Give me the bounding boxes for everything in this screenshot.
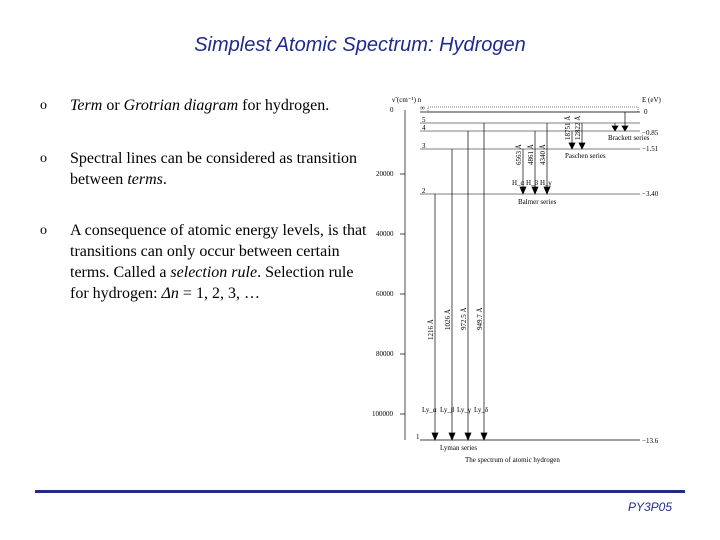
lyman-line-label: Ly_β (440, 406, 455, 414)
lyman-wavelength-label: 1216 Å (427, 319, 435, 340)
footer-code: PY3P05 (627, 500, 672, 514)
paschen-series-label: Paschen series (565, 152, 606, 160)
bullet-text-part: = 1, 2, 3, … (178, 285, 260, 302)
footer-divider (35, 490, 685, 493)
lyman-line-label: Ly_δ (474, 406, 489, 414)
level-energy-label: −0.85 (642, 129, 659, 137)
bullet-text (70, 95, 370, 116)
balmer-series-label: Balmer series (518, 198, 557, 206)
balmer-arrowhead (532, 187, 538, 194)
grotrian-diagram (360, 90, 680, 470)
diagram-caption: The spectrum of atomic hydrogen (465, 456, 560, 464)
lyman-transitions (432, 123, 487, 440)
level-n-label: ∞ (420, 104, 425, 112)
paschen-arrowhead (569, 143, 575, 149)
brackett-series-label: Brackett series (608, 134, 650, 142)
bullet-text-part: Spectral lines can be considered as transition between (70, 150, 358, 188)
bullet-text (70, 220, 370, 304)
bullet-text-part: Term (70, 97, 103, 114)
balmer-arrowhead (520, 187, 526, 194)
lyman-wavelength-label: 1026 Å (444, 309, 452, 330)
energy-axis-label: E (eV) (642, 96, 661, 104)
axis-tick-label: 20000 (376, 170, 394, 178)
lyman-arrowhead (449, 433, 455, 440)
bullet-marker: o (40, 98, 47, 113)
lyman-arrowhead (465, 433, 471, 440)
lyman-arrowhead (432, 433, 438, 440)
bullet-text (70, 148, 370, 190)
wavenumber-axis-label: ν̃ (cm⁻¹) n (392, 96, 422, 104)
lyman-line-label: Ly_γ (457, 406, 471, 414)
balmer-wavelength-label: 6563 Å (515, 144, 523, 165)
level-n-label: 4 (422, 124, 426, 132)
level-n-label: 2 (422, 187, 426, 195)
axis-tick-label: 40000 (376, 230, 394, 238)
balmer-line-label: H_γ (540, 179, 552, 187)
balmer-line-label: H_α (512, 179, 525, 187)
bullet-text-part: or (102, 97, 124, 114)
paschen-arrowhead (579, 143, 585, 149)
bullet-marker: o (40, 151, 47, 166)
bullet-text-part: A consequence of atomic energy levels, is that transitions can only occur between certain terms. Called a (70, 222, 367, 281)
level-energy-label: −3.40 (642, 190, 659, 198)
level-n-label: 3 (422, 142, 426, 150)
lyman-wavelength-label: 949.7 Å (476, 307, 484, 330)
axis-tick-label: 60000 (376, 290, 394, 298)
bullet-text-part: terms (127, 171, 163, 188)
lyman-line-label: Ly_α (422, 406, 437, 414)
lyman-series-label: Lyman series (440, 444, 478, 452)
continuum-hatch (428, 107, 638, 112)
bullet-text-part: . (162, 171, 167, 188)
level-n-label: 5 (422, 116, 426, 124)
bullet-text-part: . Selection rule for hydrogen: (70, 264, 354, 302)
level-energy-label: −13.6 (642, 437, 659, 445)
axis-tick-label: 80000 (376, 350, 394, 358)
brackett-transitions (612, 112, 628, 131)
lyman-arrowhead (481, 433, 487, 440)
bullet-text-part: selection rule (170, 264, 258, 281)
bullet-text-part: Grotrian diagram (123, 97, 239, 114)
bullet-marker: o (40, 223, 47, 238)
level-energy-label: −1.51 (642, 145, 659, 153)
bullet-text-part: for hydrogen. (238, 97, 330, 114)
brackett-arrowhead (622, 126, 628, 131)
level-n-label: 1 (416, 433, 420, 441)
axis-tick-label: 0 (390, 106, 394, 114)
paschen-wavelength-label: 18751 Å (564, 115, 572, 140)
lyman-wavelength-label: 972.5 Å (460, 307, 468, 330)
balmer-arrowhead (544, 187, 550, 194)
level-energy-label: 0 (644, 108, 648, 116)
balmer-wavelength-label: 4861 Å (527, 144, 535, 165)
slide-title: Simplest Atomic Spectrum: Hydrogen (194, 34, 526, 56)
axis-tick-label: 100000 (372, 410, 393, 418)
balmer-line-label: H_β (526, 179, 539, 187)
brackett-arrowhead (612, 126, 618, 131)
bullet-text-part: Δn (161, 285, 179, 302)
paschen-wavelength-label: 12822 Å (574, 115, 582, 140)
balmer-wavelength-label: 4340 Å (539, 144, 547, 165)
